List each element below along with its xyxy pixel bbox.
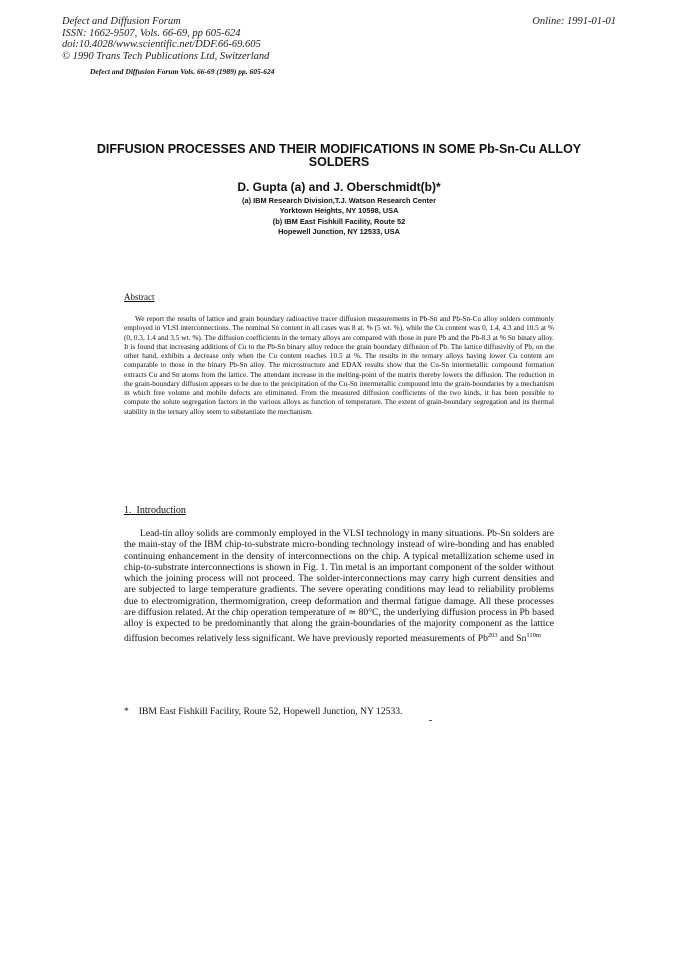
footnote-text: IBM East Fishkill Facility, Route 52, Hopewell Junction, NY 12533. bbox=[138, 706, 403, 717]
affiliation-line: (b) IBM East Fishkill Facility, Route 52 bbox=[272, 216, 406, 226]
header-journal: Defect and Diffusion Forum bbox=[62, 16, 181, 27]
online-date: Online: 1991-01-01 bbox=[532, 16, 616, 27]
introduction-paragraph: Lead-tin alloy solids are commonly employed in the VLSI technology in many situations. Pb-Sn solders are the main-stay of the IBM chip-to-substrate micro-bonding technology instead of wire-bonding and has enabled continuing enhancement in the density of interconnections on the chip. A typical metallization scheme used in chip-to-substrate interconnections is shown in Fig. 1. Tin metal is an important component of the solder without which the joining process will not proceed. The solder-interconnections may carry high current densities and are subjected to large temperature gradients. The severe operating conditions may lead to reliability problems due to electromigration, thermomigration, creep deformation and thermal fatigue damage. All these processes are diffusion related. At the chip operation temperature of ≃ 80°C, the underlying diffusion process in Pb based alloy is expected to be predominantly that along the grain-boundaries of the majority component as the lattice diffusion becomes relatively less significant. We have previously reported measurements of Pb bbox=[124, 528, 554, 644]
section-number: 1. bbox=[124, 505, 132, 516]
section-title: Introduction bbox=[136, 505, 186, 516]
section-heading-introduction bbox=[124, 505, 186, 516]
abstract-text: We report the results of lattice and grain boundary radioactive tracer diffusion measurements in Pb-Sn and Pb-Sn-Cu alloy solders commonly employed in VLSI interconnections. The nominal Sn content in all cases was 8 at. % (5 wt. %), while the Cu content was 0, 1.4, 4.3 and 10.5 at % (0, 0.3, 1.4 and 3.5 wt. %). The diffusion coefficients in the ternary alloys are compared with those in pure Pb and the Pb-8.3 at % Sn binary alloy. It is found that increasing additions of Cu to the Pb-Sn binary alloy reduce the grain boundary diffusion of Pb. The lattice diffusivity of Pb, on the other hand, exhibits a decrease only when the Cu content reaches 10.5 at %. The results in the ternary alloys having lower Cu content are comparable to those in the binary Pb-Sn alloy. The microstructure and EDAX results show that the Cu-Sn intermetallic compound formation extracts Cu and Sn atoms from the lattice. The attendant increase in the melting-point of the matrix thereby lowers the diffusion. The reduction in the grain-boundary diffusion appears to be due to the precipitation of the Cu-Sn intermetallic compound into the grain-boundaries by a mechanism in which free volume and mobile defects are eliminated. From the measured diffusion coefficients of the two kinds, it has been possible to compute the solute segregation factors in the various alloys as function of temperature. The extent of grain-boundary segregation and its thermal stability in the ternary alloy seem to substantiate the mechanism. bbox=[124, 314, 554, 416]
affiliation-line: (a) IBM Research Division,T.J. Watson Research Center bbox=[242, 196, 436, 205]
footnote bbox=[124, 706, 402, 717]
header-issn: ISSN: 1662-9507, Vols. 66-69, pp 605-624 bbox=[62, 27, 241, 39]
affiliation-line: Hopewell Junction, NY 12533, USA bbox=[278, 226, 400, 236]
introduction-text bbox=[124, 528, 554, 644]
introduction-connector: and Sn bbox=[497, 632, 527, 644]
isotope-superscript: 203 bbox=[487, 631, 498, 639]
paper-authors: D. Gupta (a) and J. Oberschmidt(b)* bbox=[237, 180, 441, 194]
affiliations bbox=[95, 196, 583, 237]
journal-volume-line: Defect and Diffusion Forum Vols. 66-69 (1989) pp. 605-624 bbox=[90, 67, 275, 76]
scan-mark bbox=[429, 720, 432, 721]
affiliation-line: Yorktown Heights, NY 10598, USA bbox=[279, 206, 399, 216]
header-copyright: © 1990 Trans Tech Publications Ltd, Switzerland bbox=[62, 50, 270, 62]
header-doi: doi:10.4028/www.scientific.net/DDF.66-69.605 bbox=[62, 39, 261, 50]
citation-header bbox=[62, 16, 269, 62]
footnote-marker: * bbox=[124, 706, 129, 717]
paper-title: DIFFUSION PROCESSES AND THEIR MODIFICATIONS IN SOME Pb-Sn-Cu ALLOY SOLDERS bbox=[96, 142, 582, 169]
isotope-superscript: 119m bbox=[526, 631, 541, 639]
abstract-heading: Abstract bbox=[124, 292, 155, 302]
